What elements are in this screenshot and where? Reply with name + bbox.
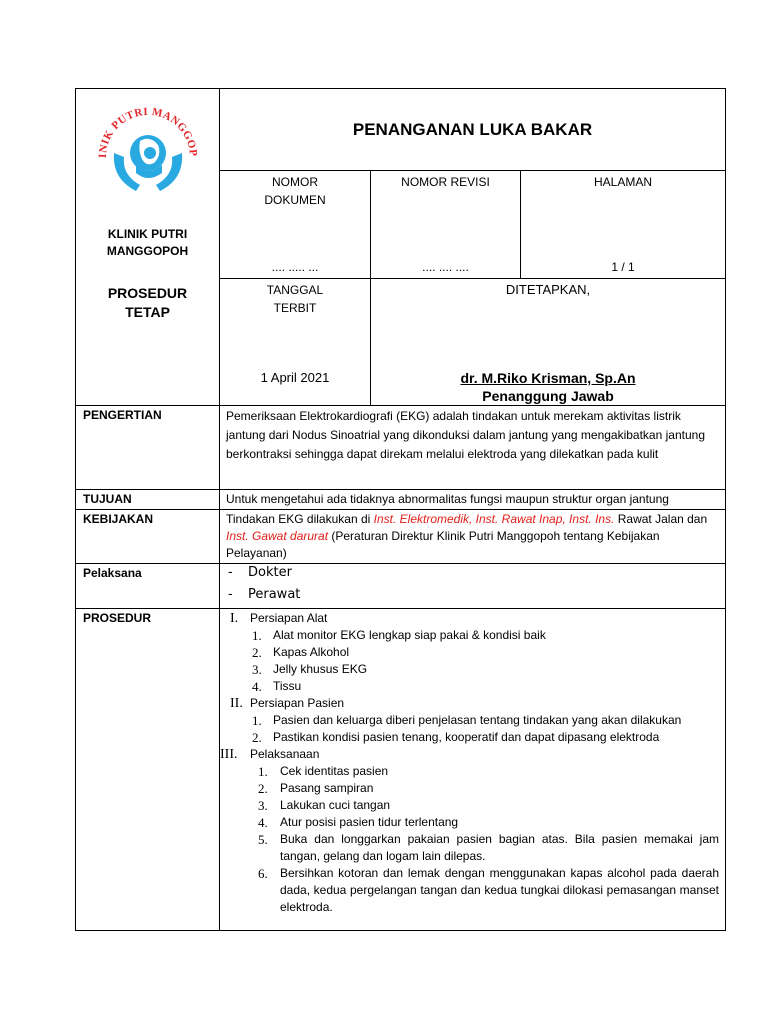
halaman-label: HALAMAN [594, 175, 653, 189]
nomor-revisi-cell [371, 171, 521, 279]
prosedur-sections [220, 746, 725, 763]
nomor-dokumen-value: .... ..... ... [271, 260, 319, 274]
prosedur-section-items [220, 712, 725, 746]
halaman-cell [521, 171, 726, 279]
pelaksana-list [220, 564, 726, 609]
pengertian-text: Pemeriksaan Elektrokardiografi (EKG) adalah tindakan untuk merekam aktivitas listrik jantung dari Nodus Sinoatrial yang dikonduksi dalam jantung yang mengakibatkan jantung berkontraksi sehingga dapat direkam melalui elektroda yang dilekatkan pada kulit [220, 406, 726, 490]
prosedur-section: I. Persiapan Alat [230, 611, 328, 626]
pelaksana-item: - Dokter [228, 565, 292, 580]
signature-block [371, 369, 725, 405]
prosedur-section: III. Pelaksanaan [220, 747, 320, 762]
list-item: 2. Pasang sampiran [258, 781, 374, 796]
nomor-revisi-value: .... .... .... [422, 260, 469, 274]
tujuan-text: Untuk mengetahui ada tidaknya abnormalitas fungsi maupun struktur organ jantung [220, 490, 726, 510]
list-item: 3. Lakukan cuci tangan [258, 798, 391, 813]
prosedur-tetap-label: PROSEDUR TETAP [107, 285, 188, 320]
pelaksana-label: Pelaksana [76, 564, 220, 609]
list-item: 1. Alat monitor EKG lengkap siap pakai & kondisi baik [252, 628, 546, 643]
logo-lettering: INIK PUTRI MANGGOP [96, 105, 199, 159]
penanggung-jawab-label: Penanggung Jawab [482, 388, 614, 404]
list-item: 4. Tissu [252, 679, 302, 694]
tanggal-terbit-value: 1 April 2021 [260, 370, 330, 385]
tanggal-terbit-cell [220, 279, 371, 406]
nomor-dokumen-label: NOMOR DOKUMEN [264, 175, 326, 207]
prosedur-content [220, 609, 726, 931]
list-item: 6. Bersihkan kotoran dan lemak dengan menggunakan kapas alcohol pada daerah dada, kedua pergelangan tangan dan kedua tungkai dilokasi pemasangan manset elektroda. [258, 866, 720, 914]
document-title: PENANGANAN LUKA BAKAR [220, 89, 726, 171]
nomor-dokumen-cell [220, 171, 371, 279]
prosedur-label: PROSEDUR [76, 609, 220, 931]
list-item: 4. Atur posisi pasien tidur terlentang [258, 815, 459, 830]
list-item: 5. Buka dan longgarkan pakaian pasien bagian atas. Bila pasien memakai jam tangan, gelang dan logam lain dilepas. [258, 832, 720, 863]
list-item: 2. Kapas Alkohol [252, 645, 350, 660]
kebijakan-highlight-1: Inst. Elektromedik, Inst. Rawat Inap, Inst. Ins. [373, 512, 615, 526]
sop-table [75, 88, 726, 931]
doctor-name: dr. M.Riko Krisman, Sp.An [460, 370, 636, 386]
tanggal-terbit-label: TANGGAL TERBIT [266, 283, 324, 315]
kebijakan-label: KEBIJAKAN [76, 510, 220, 564]
list-item: 1. Cek identitas pasien [258, 764, 389, 779]
prosedur-sections [220, 610, 725, 627]
kebijakan-text: Tindakan EKG dilakukan di Inst. Elektromedik, Inst. Rawat Inap, Inst. Ins. Rawat Jalan dan Inst. Gawat darurat (Peraturan Direktur Klinik Putri Manggopoh tentang Kebijakan Pelayanan) [220, 510, 726, 564]
prosedur-section-items [220, 627, 725, 695]
nomor-revisi-label: NOMOR REVISI [401, 175, 490, 189]
prosedur-section: II. Persiapan Pasien [230, 696, 345, 711]
clinic-name: KLINIK PUTRI MANGGOPOH [106, 227, 189, 258]
ditetapkan-cell [371, 279, 726, 406]
clinic-identity-cell [76, 89, 220, 406]
list-item: 3. Jelly khusus EKG [252, 662, 368, 677]
ditetapkan-label: DITETAPKAN, [505, 282, 591, 297]
halaman-value: 1 / 1 [611, 260, 635, 274]
pelaksana-item: - Perawat [228, 587, 301, 602]
list-item: 2. Pastikan kondisi pasien tenang, kooperatif dan dapat dipasang elektroda [252, 730, 660, 745]
kebijakan-highlight-2: Inst. Gawat darurat [226, 529, 329, 543]
prosedur-sections [220, 695, 725, 712]
pengertian-label: PENGERTIAN [76, 406, 220, 490]
clinic-logo [92, 101, 204, 195]
list-item: 1. Pasien dan keluarga diberi penjelasan tentang tindakan yang akan dilakukan [252, 713, 682, 728]
tujuan-label: TUJUAN [76, 490, 220, 510]
prosedur-section-items [220, 763, 725, 916]
